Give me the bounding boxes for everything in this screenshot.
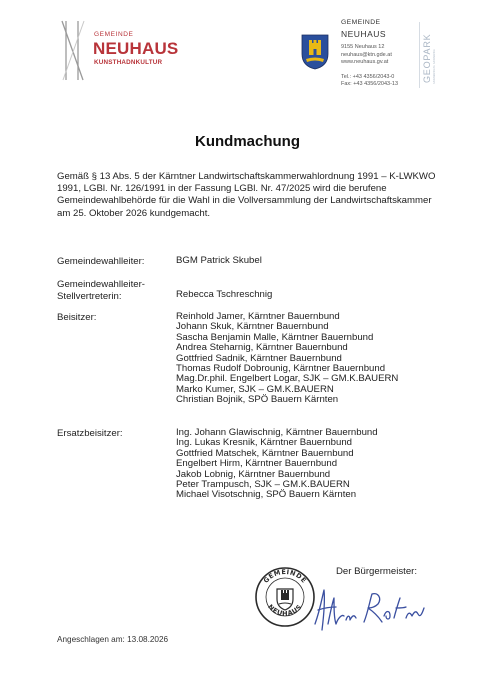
member-item: Andrea Steharnig, Kärntner Bauernbund bbox=[176, 342, 348, 354]
geopark-label: GEOPARK bbox=[422, 33, 432, 83]
fax-line: Fax: +43 4356/2043-13 bbox=[341, 81, 399, 87]
member-item: Thomas Rudolf Dobrounig, Kärntner Bauernbund bbox=[176, 363, 386, 375]
intro-paragraph: Gemäß § 13 Abs. 5 der Kärntner Landwirtschaftskammerwahlordnung 1991 – K-LWKWO 1991, LGBl. Nr. 126/1991 in der Fassung LGBl. Nr. 47/2025 wird die berufene Gemeindewahlbehörde für die Wahl in die Vollversammlung der Landwirtschaftskammer am 25. Oktober 2026 kundgemacht. bbox=[57, 171, 436, 219]
substitute-item: Michael Visotschnig, SPÖ Bauern Kärnten bbox=[176, 489, 357, 501]
svg-text:NEUHAUS bbox=[266, 603, 303, 618]
substitute-item: Ing. Johann Glawischnig, Kärntner Bauernbund bbox=[176, 427, 378, 438]
logo-municipality-small: GEMEINDE bbox=[94, 31, 134, 38]
leader-label: Gemeindewahlleiter: bbox=[57, 256, 145, 267]
substitute-item: Ing. Lukas Kresnik, Kärntner Bauernbund bbox=[176, 437, 352, 449]
address-block bbox=[341, 44, 398, 89]
document-title: Kundmachung bbox=[195, 133, 300, 150]
geopark-sublabel: KARAWANKEN • KARAVANKE bbox=[433, 49, 436, 84]
deputy-label-line1: Gemeindewahlleiter- bbox=[57, 279, 145, 290]
deputy-value: Rebecca Tschreschnig bbox=[176, 289, 273, 300]
members-label: Beisitzer: bbox=[57, 312, 97, 323]
member-item: Reinhold Jamer, Kärntner Bauernbund bbox=[176, 311, 340, 322]
stamp-text-top: GEMEINDE bbox=[261, 567, 309, 585]
logo-tagline: KUNSTHADNKULTUR bbox=[94, 59, 163, 66]
stamp-text-bottom: NEUHAUS bbox=[266, 602, 304, 618]
coat-of-arms-icon bbox=[301, 34, 329, 70]
member-item: Johann Skuk, Kärntner Bauernbund bbox=[176, 321, 329, 333]
address-line: neuhaus@ktn.gde.at bbox=[341, 51, 392, 58]
address-line: www.neuhaus.gv.at bbox=[341, 59, 389, 65]
substitutes-list bbox=[176, 428, 378, 501]
signature-label: Der Bürgermeister: bbox=[336, 566, 418, 577]
member-item: Sascha Benjamin Malle, Kärntner Bauernbund bbox=[176, 331, 374, 343]
substitute-item: Jakob Lobnig, Kärntner Bauernbund bbox=[176, 468, 331, 480]
municipal-stamp bbox=[253, 565, 317, 629]
header-municipality-name: NEUHAUS bbox=[341, 29, 387, 39]
member-item: Marko Kumer, SJK – GM.K.BAUERN bbox=[176, 383, 334, 395]
members-list bbox=[176, 312, 398, 406]
substitute-item: Peter Trampusch, SJK – GM.K.BAUERN bbox=[176, 479, 350, 491]
substitute-item: Engelbert Hirm, Kärntner Bauernbund bbox=[176, 458, 338, 470]
header-divider bbox=[419, 22, 420, 88]
substitute-item: Gottfried Matschek, Kärntner Bauernbund bbox=[176, 447, 354, 459]
leader-value: BGM Patrick Skubel bbox=[176, 255, 262, 266]
logo-municipality-name: NEUHAUS bbox=[93, 39, 179, 58]
phone-line: Tel.: +43 4356/2043-0 bbox=[341, 73, 395, 80]
member-item: Mag.Dr.phil. Engelbert Logar, SJK – GM.K.BAUERN bbox=[176, 373, 399, 385]
svg-text:GEMEINDE bbox=[262, 568, 308, 585]
member-item: Christian Bojnik, SPÖ Bauern Kärnten bbox=[176, 394, 339, 406]
municipality-logo-mark bbox=[58, 20, 88, 82]
substitutes-label: Ersatzbeisitzer: bbox=[57, 428, 123, 439]
header-municipality-small: GEMEINDE bbox=[341, 19, 381, 26]
posted-date: Angeschlagen am: 13.08.2026 bbox=[57, 635, 169, 644]
handwritten-signature bbox=[312, 580, 427, 636]
address-line: 9155 Neuhaus 12 bbox=[341, 44, 385, 50]
deputy-label-line2: Stellvertreterin: bbox=[57, 291, 122, 302]
member-item: Gottfried Sadnik, Kärntner Bauernbund bbox=[176, 352, 342, 364]
